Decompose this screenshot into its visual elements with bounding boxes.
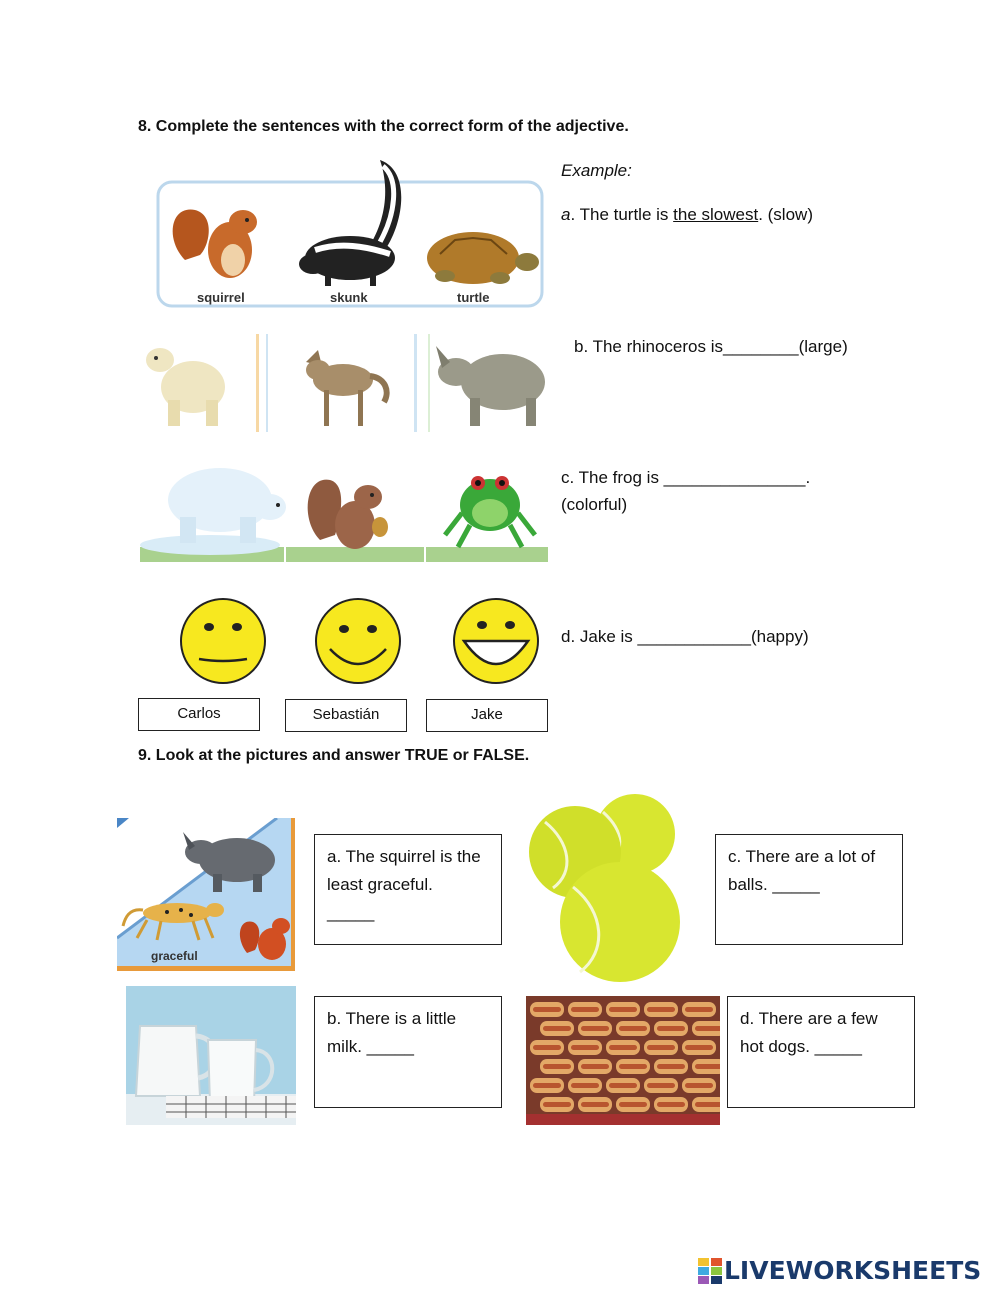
statement-d-line1: d. There are a few	[740, 1009, 878, 1028]
large-animals-image	[138, 332, 550, 434]
statement-c-line1: c. There are a lot of	[728, 847, 876, 866]
statement-d-line2: hot dogs. _____	[740, 1037, 862, 1056]
name-box-carlos: Carlos	[138, 698, 260, 731]
hot-dog-sausage	[695, 1102, 720, 1107]
hot-dog-sausage	[609, 1083, 637, 1088]
q8-heading: 8. Complete the sentences with the correct form of the adjective.	[138, 118, 629, 135]
sentence-d: d. Jake is ____________(happy)	[561, 627, 809, 646]
hot-dog-sausage	[609, 1045, 637, 1050]
hot-dog-sausage	[695, 1026, 720, 1031]
statement-box-d	[727, 996, 915, 1108]
example-text-start: . The turtle is	[570, 205, 674, 224]
statement-box-c	[715, 834, 903, 945]
statement-a-line2: least graceful.	[327, 875, 433, 894]
cloth-icon	[166, 1096, 296, 1118]
liveworksheets-logo-icon	[698, 1258, 722, 1284]
label-skunk: skunk	[330, 290, 368, 305]
hot-dog-sausage	[657, 1102, 685, 1107]
rhinoceros-icon	[436, 346, 545, 426]
hot-dog-sausage	[543, 1026, 571, 1031]
squirrel-icon	[308, 480, 388, 549]
sentence-c-line1: c. The frog is _______________.	[561, 468, 811, 487]
graceful-animals-image	[117, 818, 295, 971]
hot-dog-sausage	[657, 1064, 685, 1069]
hot-dog-sausage	[571, 1083, 599, 1088]
hot-dog-sausage	[619, 1064, 647, 1069]
smiley-jake-icon	[448, 597, 548, 685]
tennis-balls-image	[525, 792, 705, 997]
hot-dog-sausage	[581, 1102, 609, 1107]
example-text-end: . (slow)	[758, 205, 813, 224]
smiley-carlos-icon	[175, 597, 275, 685]
hot-dog-sausage	[685, 1007, 713, 1012]
name-box-jake: Jake	[426, 699, 548, 732]
polar-bear-icon	[140, 468, 286, 555]
hot-dogs-image	[526, 996, 720, 1125]
hot-dog-sausage	[609, 1007, 637, 1012]
hot-dog-sausage	[533, 1045, 561, 1050]
polar-bear-icon	[146, 348, 225, 426]
tennis-ball-icon	[560, 862, 680, 982]
q9-heading: 9. Look at the pictures and answer TRUE or FALSE.	[138, 747, 530, 764]
statement-b-line1: b. There is a little	[327, 1009, 457, 1028]
milk-image	[126, 986, 296, 1125]
hot-dog-sausage	[581, 1064, 609, 1069]
hot-dog-sausage	[685, 1045, 713, 1050]
hot-dog-sausage	[533, 1083, 561, 1088]
example-prefix: a	[561, 205, 571, 224]
label-turtle: turtle	[457, 290, 490, 305]
statement-b-line2: milk. _____	[327, 1037, 414, 1056]
hot-dog-sausage	[543, 1102, 571, 1107]
logo-text: LIVEWORKSHEETS	[724, 1256, 982, 1285]
example-animals-image	[155, 150, 545, 308]
colorful-animals-image	[140, 455, 548, 562]
sentence-c-line2: (colorful)	[561, 495, 628, 514]
statement-c-line2: balls. _____	[728, 875, 820, 894]
sentence-b: b. The rhinoceros is________(large)	[574, 337, 848, 356]
hot-dog-sausage	[647, 1045, 675, 1050]
hot-dog-sausage	[619, 1026, 647, 1031]
example-label: Example:	[561, 161, 632, 180]
hot-dog-sausage	[647, 1007, 675, 1012]
hot-dog-sausage	[695, 1064, 720, 1069]
statement-box-b	[314, 996, 502, 1108]
hot-dog-sausage	[619, 1102, 647, 1107]
graceful-caption: graceful	[151, 949, 198, 963]
statement-box-a	[314, 834, 502, 945]
wolf-icon	[306, 350, 387, 426]
hot-dog-sausage	[685, 1083, 713, 1088]
label-squirrel: squirrel	[197, 290, 245, 305]
smiley-sebastian-icon	[310, 597, 410, 685]
frog-icon	[445, 476, 535, 547]
statement-a-line1: a. The squirrel is the	[327, 847, 481, 866]
example-sentence	[561, 201, 813, 228]
hot-dog-sausage	[571, 1045, 599, 1050]
hot-dog-sausage	[581, 1026, 609, 1031]
hot-dog-sausage	[657, 1026, 685, 1031]
hot-dog-sausage	[647, 1083, 675, 1088]
hot-dog-sausage	[543, 1064, 571, 1069]
liveworksheets-logo	[698, 1256, 998, 1286]
statement-a-line3: _____	[327, 903, 375, 922]
name-box-sebastian: Sebastián	[285, 699, 407, 732]
hot-dog-sausage	[533, 1007, 561, 1012]
hot-dog-sausage	[571, 1007, 599, 1012]
example-answer: the slowest	[673, 205, 759, 224]
